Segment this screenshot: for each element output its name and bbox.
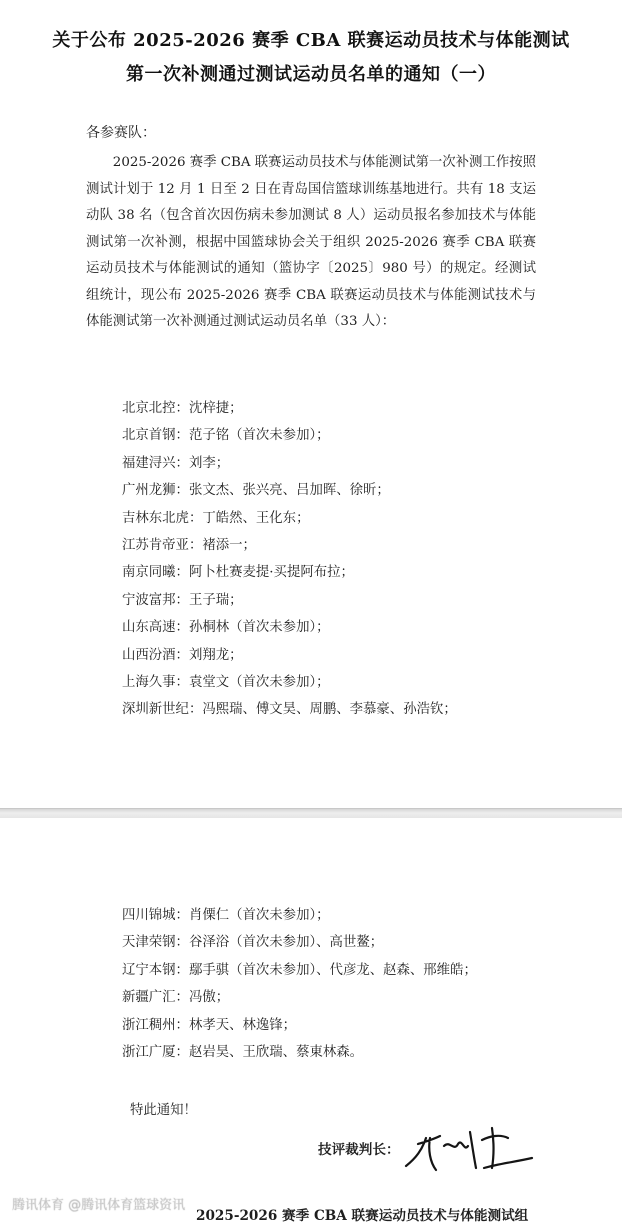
team-entry: 宁波富邦：王子瑞； — [122, 592, 243, 608]
signature-label: 技评裁判长： — [318, 1142, 400, 1158]
team-entry: 北京首钢：范子铭（首次未参加）； — [122, 428, 330, 444]
team-entry: 浙江广厦：赵岩昊、王欣瑞、蔡東林森。 — [122, 1044, 364, 1060]
team-entry: 深圳新世纪：冯熙瑞、傅文昊、周鹏、李慕豪、孙浩钦； — [122, 702, 457, 718]
watermark: 腾讯体育 @腾讯体育篮球资讯 — [12, 1198, 186, 1213]
team-entry: 上海久事：袁堂文（首次未参加）； — [122, 674, 330, 690]
document-title-line-2: 第一次补测通过测试运动员名单的通知（一） — [126, 64, 496, 85]
team-entry: 江苏肯帝亚：褚添一； — [122, 537, 256, 553]
team-list-page-2 — [122, 905, 477, 1069]
team-entry: 辽宁本钢：鄢手骐（首次未参加）、代彦龙、赵森、邢维皓； — [122, 962, 477, 978]
team-entry: 浙江稠州：林孝天、林逸锋； — [122, 1017, 297, 1033]
team-entry: 新疆广汇：冯傲； — [122, 990, 230, 1006]
team-entry: 南京同曦：阿卜杜赛麦提·买提阿布拉； — [122, 565, 354, 581]
team-entry: 吉林东北虎：丁皓然、王化东； — [122, 510, 310, 526]
team-entry: 山西汾酒：刘翔龙； — [122, 647, 243, 663]
team-entry: 广州龙狮：张文杰、张兴亮、吕加晖、徐昕； — [122, 483, 390, 499]
team-entry: 四川锦城：肖傈仁（首次未参加）； — [122, 908, 330, 923]
team-entry: 山东高速：孙桐林（首次未参加）； — [122, 620, 330, 636]
team-entry: 北京北控：沈梓捷； — [122, 401, 243, 416]
team-entry: 福建浔兴：刘李； — [122, 455, 230, 471]
handwritten-signature — [400, 1118, 540, 1182]
salutation: 各参赛队： — [86, 125, 156, 141]
body-paragraph: 2025-2026 赛季 CBA 联赛运动员技术与体能测试第一次补测工作按照测试计划于 12 月 1 日至 2 日在青岛国信篮球训练基地进行。共有 18 支运动队 38 名（包含首次因伤病未参加测试 8 人）运动员报名参加技术与体能测试第一次补测，根据中国篮球协会关于组织 2025-2026 赛季 CBA 联赛运动员技术与体能测试的通知（篮协字〔2025〕980 号）的规定。经测试组统计，现公布 2025-2026 赛季 CBA 联赛运动员技术与体能测试技术与体能测试第一次补测通过测试运动员名单（33 人）： — [86, 155, 536, 329]
document-title-line-1: 关于公布 2025-2026 赛季 CBA 联赛运动员技术与体能测试 — [52, 30, 570, 51]
closing-remark: 特此通知！ — [130, 1103, 197, 1118]
issuer-footer: 2025-2026 赛季 CBA 联赛运动员技术与体能测试组 — [196, 1208, 529, 1224]
team-entry: 天津荣钢：谷泽浴（首次未参加）、高世鳌； — [122, 935, 384, 951]
team-list-page-1 — [122, 398, 457, 727]
